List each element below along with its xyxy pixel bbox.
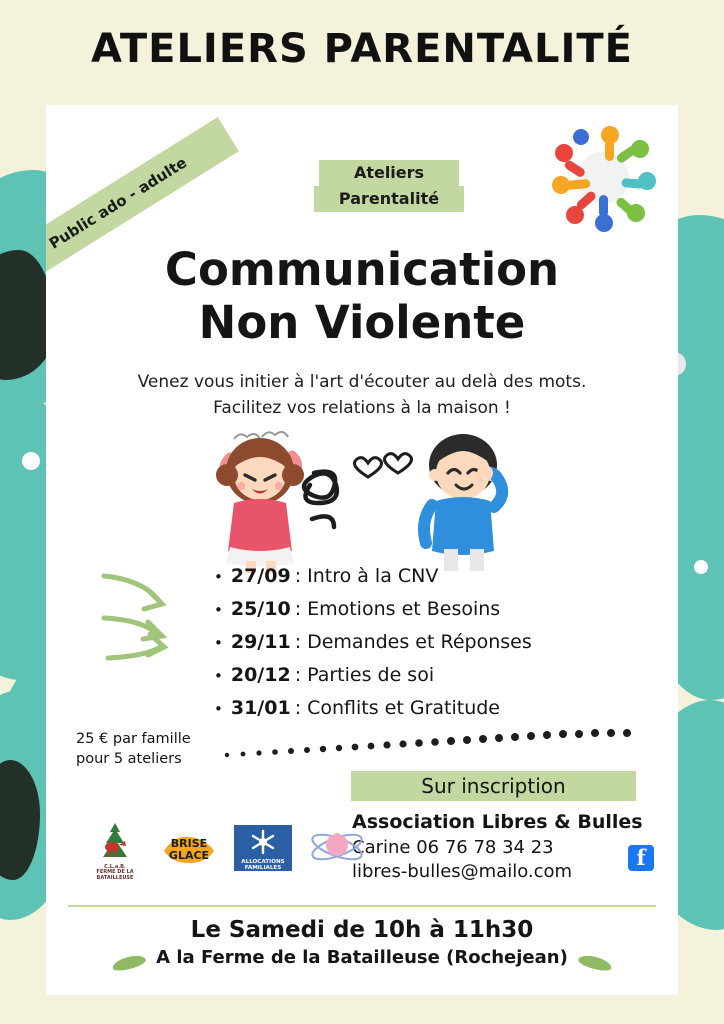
dotted-wave-decoration xyxy=(221,725,641,765)
session-topic: Emotions et Besoins xyxy=(307,598,501,620)
decorative-dot xyxy=(22,452,40,470)
audience-banner-label: Public ado - adulte xyxy=(46,153,191,253)
workshop-title xyxy=(46,243,678,349)
subtitle-line-2: Parentalité xyxy=(314,186,464,212)
list-item xyxy=(214,664,634,686)
session-date: 25/10 xyxy=(230,598,291,620)
subtitle-badge xyxy=(294,160,484,212)
logo-libres-et-bulles xyxy=(306,817,368,879)
price-note xyxy=(76,730,191,769)
list-item xyxy=(214,598,634,620)
contact-email[interactable]: libres-bulles@mailo.com xyxy=(352,861,573,883)
session-date: 20/12 xyxy=(230,664,291,686)
price-line-2: pour 5 ateliers xyxy=(76,750,182,767)
session-separator: : xyxy=(294,565,302,587)
bullet-icon: • xyxy=(214,568,223,586)
people-circle-logo-icon xyxy=(548,123,658,233)
poster-card xyxy=(46,105,678,995)
association-name: Association Libres & Bulles xyxy=(352,811,643,833)
svg-text:BRISE: BRISE xyxy=(170,837,208,850)
footer-location: A la Ferme de la Batailleuse (Rochejean) xyxy=(156,947,568,968)
logo-caption: C.L.a.B. FERME DE LA BATAILLEUSE xyxy=(96,863,134,881)
session-list xyxy=(214,565,634,730)
bullet-icon: • xyxy=(214,634,223,652)
bullet-icon: • xyxy=(214,700,223,718)
session-topic: Parties de soi xyxy=(307,664,435,686)
svg-text:GLACE: GLACE xyxy=(168,849,210,862)
subtitle-line-1: Ateliers xyxy=(319,160,459,186)
session-separator: : xyxy=(294,697,302,719)
tagline-line-1: Venez vous initier à l'art d'écouter au delà des mots. xyxy=(137,372,587,392)
arrows-decoration-icon xyxy=(96,560,216,680)
tagline-line-2: Facilitez vos relations à la maison ! xyxy=(213,397,511,418)
logo-clab-ferme-de-la-batailleuse xyxy=(84,817,146,879)
tagline xyxy=(46,370,678,421)
list-item xyxy=(214,565,634,587)
bullet-icon: • xyxy=(214,601,223,619)
session-topic: Conflits et Gratitude xyxy=(307,697,500,719)
decorative-dot xyxy=(694,560,708,574)
session-topic: Intro à la CNV xyxy=(307,565,439,587)
session-date: 31/01 xyxy=(230,697,291,719)
price-line-1: 25 € par famille xyxy=(76,731,191,747)
registration-label: Sur inscription xyxy=(421,774,566,798)
svg-text:FAMILIALES: FAMILIALES xyxy=(244,865,282,871)
facebook-icon[interactable]: f xyxy=(628,845,654,871)
session-separator: : xyxy=(294,598,302,620)
bullet-icon: • xyxy=(214,667,223,685)
session-date: 29/11 xyxy=(230,631,291,653)
registration-banner xyxy=(351,771,636,801)
list-item xyxy=(214,631,634,653)
contact-block xyxy=(352,811,643,885)
session-topic: Demandes et Réponses xyxy=(307,631,532,653)
contact-phone[interactable]: Carine 06 76 78 34 23 xyxy=(352,837,554,858)
list-item xyxy=(214,697,634,719)
logo-caf-allocations-familiales xyxy=(232,817,294,879)
two-people-illustration xyxy=(196,423,536,573)
svg-text:ALLOCATIONS: ALLOCATIONS xyxy=(241,859,285,865)
page-title: ATELIERS PARENTALITÉ xyxy=(90,26,633,72)
logo-brise-glace xyxy=(158,817,220,879)
footer-divider xyxy=(68,905,656,907)
session-separator: : xyxy=(294,631,302,653)
workshop-title-line-1: Communication xyxy=(164,243,560,296)
workshop-title-line-2: Non Violente xyxy=(198,296,526,350)
footer-schedule: Le Samedi de 10h à 11h30 xyxy=(190,917,534,943)
session-separator: : xyxy=(294,664,302,686)
partner-logos xyxy=(84,817,368,879)
session-date: 27/09 xyxy=(230,565,291,587)
